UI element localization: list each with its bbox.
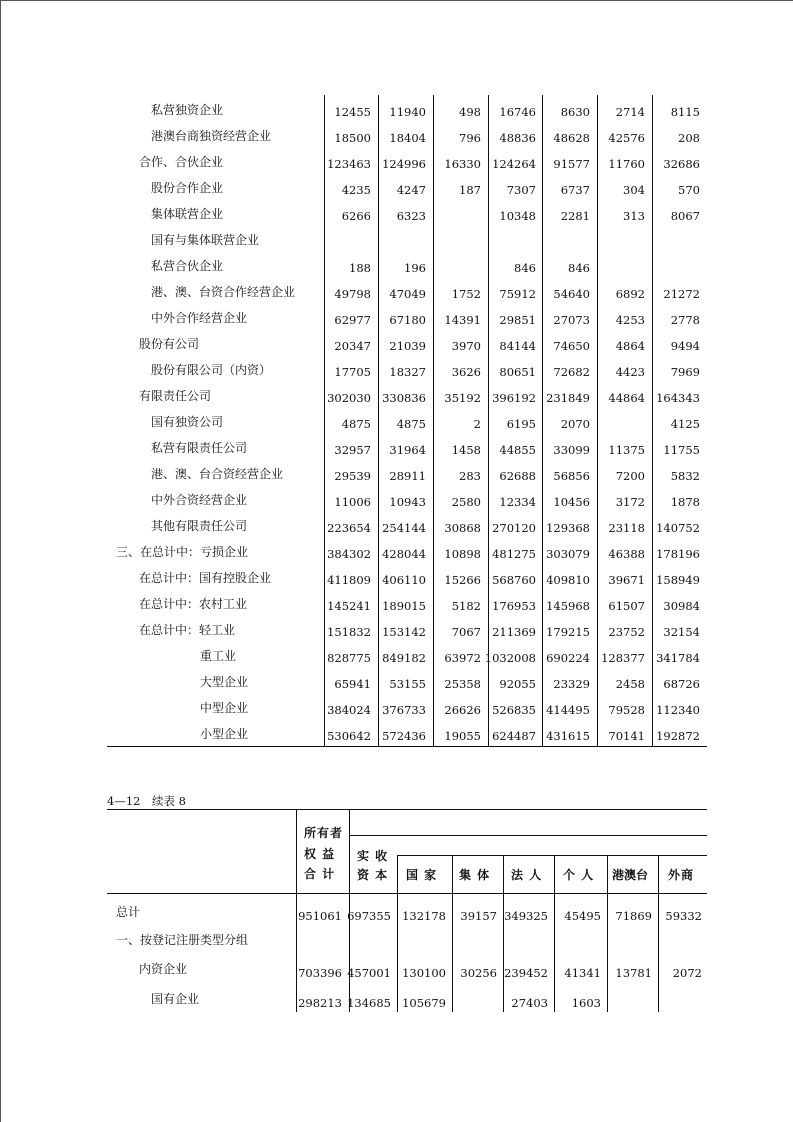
- cell-value: 32957: [334, 443, 371, 457]
- cell-value: 59332: [665, 909, 702, 923]
- cell-value: 134685: [347, 996, 391, 1010]
- cell-value: 3172: [615, 495, 645, 509]
- cell-value: 28911: [389, 469, 426, 483]
- cell-value: 12334: [499, 495, 536, 509]
- cell-value: 23752: [608, 625, 645, 639]
- cell-value: 29539: [334, 469, 371, 483]
- cell-value: 44855: [499, 443, 536, 457]
- cell-value: 414495: [546, 703, 590, 717]
- cell-value: 4875: [341, 417, 371, 431]
- cell-value: 570: [678, 183, 700, 197]
- cell-value: 498: [459, 105, 481, 119]
- cell-value: 304: [623, 183, 645, 197]
- row-label: 中型企业: [200, 701, 249, 715]
- cell-value: 376733: [382, 703, 426, 717]
- cell-value: 10898: [444, 547, 481, 561]
- cell-value: 313: [623, 209, 645, 223]
- cell-value: 92055: [499, 677, 536, 691]
- column-divider: [658, 855, 659, 1012]
- row-label: 私营合伙企业: [151, 259, 224, 273]
- cell-value: 124264: [492, 157, 536, 171]
- row-label: 私营有限责任公司: [151, 441, 248, 455]
- row-label: 有限责任公司: [139, 389, 212, 403]
- cell-value: 129368: [546, 521, 590, 535]
- header-hmt: 港澳台: [612, 868, 649, 882]
- cell-value: 176953: [492, 599, 536, 613]
- row-label: 港澳台商独资经营企业: [151, 129, 272, 143]
- cell-value: 140752: [656, 521, 700, 535]
- row-label: 港、澳、台资合作经营企业: [151, 285, 296, 299]
- cell-value: 11006: [334, 495, 371, 509]
- cell-value: 84144: [499, 339, 536, 353]
- cell-value: 80651: [499, 365, 536, 379]
- cell-value: 526835: [492, 703, 536, 717]
- cell-value: 178196: [656, 547, 700, 561]
- cell-value: 32154: [663, 625, 700, 639]
- cell-value: 2072: [672, 966, 702, 980]
- row-label: 港、澳、台合资经营企业: [151, 467, 284, 481]
- cell-value: 11760: [608, 157, 645, 171]
- cell-value: 54640: [553, 287, 590, 301]
- cell-value: 846: [568, 261, 590, 275]
- row-label: 中外合作经营企业: [151, 311, 248, 325]
- row-label: 股份有公司: [139, 337, 200, 351]
- cell-value: 481275: [492, 547, 536, 561]
- cell-value: 4125: [670, 417, 700, 431]
- row-label: 内资企业: [139, 962, 188, 976]
- cell-value: 23329: [553, 677, 590, 691]
- cell-value: 42576: [608, 131, 645, 145]
- cell-value: 6195: [506, 417, 536, 431]
- row-label: 其他有限责任公司: [151, 519, 248, 533]
- header-individual: 个 人: [563, 868, 595, 882]
- cell-value: 384302: [327, 547, 371, 561]
- cell-value: 1458: [451, 443, 481, 457]
- header-collective: 集 体: [459, 868, 491, 882]
- cell-value: 27073: [553, 313, 590, 327]
- cell-value: 349325: [504, 909, 548, 923]
- row-label: 总计: [116, 905, 141, 919]
- cell-value: 62688: [499, 469, 536, 483]
- cell-value: 697355: [347, 909, 391, 923]
- row-label: 私营独资企业: [151, 103, 224, 117]
- cell-value: 29851: [499, 313, 536, 327]
- cell-value: 17705: [334, 365, 371, 379]
- cell-value: 46388: [608, 547, 645, 561]
- header-equity-line2: 权 益: [304, 847, 336, 861]
- cell-value: 2580: [451, 495, 481, 509]
- cell-value: 6266: [341, 209, 371, 223]
- cell-value: 4247: [396, 183, 426, 197]
- cell-value: 41341: [564, 966, 601, 980]
- cell-value: 341784: [656, 651, 700, 665]
- cell-value: 828775: [327, 651, 371, 665]
- cell-value: 47049: [389, 287, 426, 301]
- cell-value: 45495: [564, 909, 601, 923]
- cell-value: 6892: [615, 287, 645, 301]
- cell-value: 384024: [327, 703, 371, 717]
- cell-value: 10348: [499, 209, 536, 223]
- cell-value: 30984: [663, 599, 700, 613]
- cell-value: 1603: [571, 996, 601, 1010]
- cell-value: 151832: [327, 625, 371, 639]
- header-legal: 法 人: [511, 868, 543, 882]
- cell-value: 48836: [499, 131, 536, 145]
- cell-value: 11940: [389, 105, 426, 119]
- cell-value: 39157: [460, 909, 497, 923]
- cell-value: 4864: [615, 339, 645, 353]
- row-label: 国有独资公司: [151, 415, 224, 429]
- cell-value: 8067: [670, 209, 700, 223]
- cell-value: 270120: [492, 521, 536, 535]
- cell-value: 7200: [615, 469, 645, 483]
- cell-value: 35192: [444, 391, 481, 405]
- cell-value: 105679: [402, 996, 446, 1010]
- cell-value: 2778: [670, 313, 700, 327]
- header-rule-sub: [397, 855, 707, 856]
- cell-value: 431615: [546, 729, 590, 743]
- cell-value: 5832: [670, 469, 700, 483]
- cell-value: 15266: [444, 573, 481, 587]
- header-bottom-rule: [107, 893, 707, 894]
- cell-value: 530642: [327, 729, 371, 743]
- cell-value: 298213: [298, 996, 342, 1010]
- cell-value: 846: [514, 261, 536, 275]
- cell-value: 11375: [608, 443, 645, 457]
- cell-value: 7307: [506, 183, 536, 197]
- cell-value: 75912: [499, 287, 536, 301]
- cell-value: 71869: [615, 909, 652, 923]
- cell-value: 192872: [656, 729, 700, 743]
- cell-value: 6737: [560, 183, 590, 197]
- cell-value: 145968: [546, 599, 590, 613]
- cell-value: 53155: [389, 677, 426, 691]
- cell-value: 231849: [546, 391, 590, 405]
- cell-value: 31964: [389, 443, 426, 457]
- column-divider: [554, 855, 555, 1012]
- cell-value: 61507: [608, 599, 645, 613]
- cell-value: 18327: [389, 365, 426, 379]
- cell-value: 189015: [382, 599, 426, 613]
- cell-value: 330836: [382, 391, 426, 405]
- cell-value: 123463: [327, 157, 371, 171]
- cell-value: 8630: [560, 105, 590, 119]
- table-top-rule: [107, 809, 707, 810]
- cell-value: 2: [473, 417, 481, 431]
- cell-value: 223654: [327, 521, 371, 535]
- cell-value: 70141: [608, 729, 645, 743]
- cell-value: 11755: [663, 443, 700, 457]
- cell-value: 62977: [334, 313, 371, 327]
- cell-value: 624487: [492, 729, 536, 743]
- cell-value: 72682: [553, 365, 590, 379]
- cell-value: 67180: [389, 313, 426, 327]
- cell-value: 153142: [382, 625, 426, 639]
- cell-value: 457001: [347, 966, 391, 980]
- header-foreign: 外商: [668, 868, 695, 882]
- cell-value: 30868: [444, 521, 481, 535]
- cell-value: 145241: [327, 599, 371, 613]
- cell-value: 3970: [451, 339, 481, 353]
- row-label: 国有与集体联营企业: [151, 233, 260, 247]
- cell-value: 703396: [298, 966, 342, 980]
- cell-value: 239452: [504, 966, 548, 980]
- cell-value: 2070: [560, 417, 590, 431]
- cell-value: 179215: [546, 625, 590, 639]
- cell-value: 7067: [451, 625, 481, 639]
- cell-value: 27403: [511, 996, 548, 1010]
- cell-value: 796: [459, 131, 481, 145]
- cell-value: 6323: [396, 209, 426, 223]
- cell-value: 428044: [382, 547, 426, 561]
- row-label: 集体联营企业: [151, 207, 224, 221]
- cell-value: 30256: [460, 966, 497, 980]
- cell-value: 1032008: [484, 651, 536, 665]
- header-rule-paid: [349, 835, 707, 836]
- row-label: 重工业: [200, 649, 237, 663]
- cell-value: 188: [349, 261, 371, 275]
- header-equity-line3: 合 计: [304, 867, 336, 881]
- table-bottom-rule: [107, 746, 707, 747]
- row-label: 国有企业: [151, 992, 200, 1006]
- cell-value: 196: [404, 261, 426, 275]
- cell-value: 572436: [382, 729, 426, 743]
- cell-value: 65941: [334, 677, 371, 691]
- row-label: 在总计中：农村工业: [139, 597, 248, 611]
- row-label: 股份有限公司（内资）: [151, 363, 272, 377]
- cell-value: 9494: [670, 339, 700, 353]
- cell-value: 25358: [444, 677, 481, 691]
- cell-value: 10456: [553, 495, 590, 509]
- cell-value: 21039: [389, 339, 426, 353]
- cell-value: 4875: [396, 417, 426, 431]
- cell-value: 409810: [546, 573, 590, 587]
- cell-value: 49798: [334, 287, 371, 301]
- cell-value: 164343: [656, 391, 700, 405]
- cell-value: 16746: [499, 105, 536, 119]
- cell-value: 254144: [382, 521, 426, 535]
- cell-value: 2281: [560, 209, 590, 223]
- cell-value: 303079: [546, 547, 590, 561]
- cell-value: 396192: [492, 391, 536, 405]
- cell-value: 39671: [608, 573, 645, 587]
- row-label: 合作、合伙企业: [139, 155, 224, 169]
- cell-value: 21272: [663, 287, 700, 301]
- cell-value: 74650: [553, 339, 590, 353]
- cell-value: 130100: [402, 966, 446, 980]
- row-label: 股份合作企业: [151, 181, 224, 195]
- cell-value: 690224: [546, 651, 590, 665]
- cell-value: 14391: [444, 313, 481, 327]
- cell-value: 10943: [389, 495, 426, 509]
- cell-value: 128377: [601, 651, 645, 665]
- cell-value: 406110: [382, 573, 426, 587]
- column-divider: [607, 855, 608, 1012]
- cell-value: 56856: [553, 469, 590, 483]
- cell-value: 44864: [608, 391, 645, 405]
- cell-value: 568760: [492, 573, 536, 587]
- row-label: 在总计中：国有控股企业: [139, 571, 272, 585]
- cell-value: 7969: [670, 365, 700, 379]
- header-paid-line2: 资 本: [357, 868, 389, 882]
- row-label: 大型企业: [200, 675, 249, 689]
- cell-value: 63972: [444, 651, 481, 665]
- cell-value: 26626: [444, 703, 481, 717]
- cell-value: 91577: [553, 157, 590, 171]
- row-label: 三、在总计中：亏损企业: [116, 545, 249, 559]
- row-label: 在总计中：轻工业: [139, 623, 236, 637]
- cell-value: 4423: [615, 365, 645, 379]
- cell-value: 2714: [615, 105, 645, 119]
- header-equity-line1: 所有者: [304, 826, 344, 840]
- row-label: 小型企业: [200, 727, 249, 741]
- cell-value: 187: [459, 183, 481, 197]
- cell-value: 1752: [451, 287, 481, 301]
- cell-value: 18500: [334, 131, 371, 145]
- cell-value: 18404: [389, 131, 426, 145]
- cell-value: 411809: [327, 573, 371, 587]
- header-state: 国 家: [406, 868, 438, 882]
- cell-value: 19055: [444, 729, 481, 743]
- cell-value: 8115: [670, 105, 700, 119]
- cell-value: 5182: [451, 599, 481, 613]
- cell-value: 132178: [402, 909, 446, 923]
- header-paid-line1: 实 收: [357, 849, 389, 863]
- cell-value: 208: [678, 131, 700, 145]
- column-divider: [452, 855, 453, 1012]
- cell-value: 68726: [663, 677, 700, 691]
- cell-value: 849182: [382, 651, 426, 665]
- table-caption: 4—12 续表 8: [107, 794, 186, 808]
- column-divider: [503, 855, 504, 1012]
- cell-value: 124996: [382, 157, 426, 171]
- cell-value: 3626: [451, 365, 481, 379]
- cell-value: 951061: [298, 909, 342, 923]
- column-divider: [397, 855, 398, 1012]
- cell-value: 33099: [553, 443, 590, 457]
- cell-value: 112340: [656, 703, 700, 717]
- cell-value: 20347: [334, 339, 371, 353]
- cell-value: 158949: [656, 573, 700, 587]
- cell-value: 16330: [444, 157, 481, 171]
- cell-value: 1878: [670, 495, 700, 509]
- cell-value: 13781: [615, 966, 652, 980]
- cell-value: 79528: [608, 703, 645, 717]
- cell-value: 2458: [615, 677, 645, 691]
- cell-value: 302030: [327, 391, 371, 405]
- cell-value: 32686: [663, 157, 700, 171]
- cell-value: 48628: [553, 131, 590, 145]
- cell-value: 12455: [334, 105, 371, 119]
- cell-value: 23118: [608, 521, 645, 535]
- cell-value: 211369: [492, 625, 536, 639]
- cell-value: 4253: [615, 313, 645, 327]
- cell-value: 283: [459, 469, 481, 483]
- row-label: 一、按登记注册类型分组: [116, 933, 249, 947]
- row-label: 中外合资经营企业: [151, 493, 248, 507]
- cell-value: 4235: [341, 183, 371, 197]
